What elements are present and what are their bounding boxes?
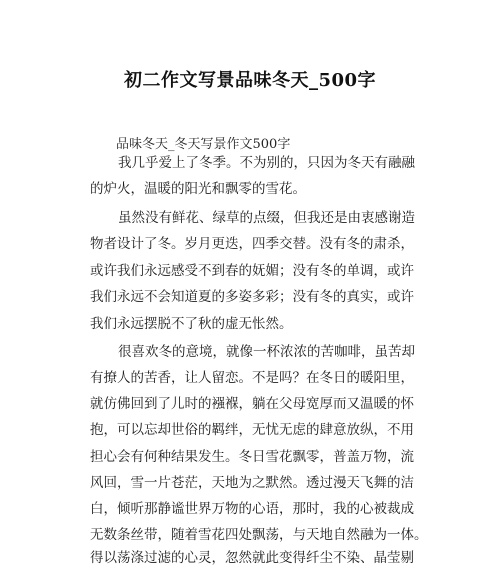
- paragraph-line: 或许我们永远感受不到春的妩媚；没有冬的单调，或许: [90, 263, 414, 279]
- paragraph-line: 虽然没有鲜花、绿草的点缀，但我还是由衷感谢造: [118, 210, 415, 226]
- paragraph-line: 很喜欢冬的意境，就像一杯浓浓的苦咖啡，虽苦却: [118, 344, 415, 360]
- paragraph-line: 有撩人的苦香，让人留恋。不是吗？在冬日的暖阳里，: [90, 370, 414, 386]
- paragraph-line: 担心会有何种结果发生。冬日雪花飘零，普盖万物，流: [90, 449, 414, 465]
- paragraph-line: 得以荡涤过滤的心灵，忽然就此变得纤尘不染、晶莹剔: [90, 550, 414, 566]
- paragraph-line: 的炉火，温暖的阳光和飘零的雪花。: [90, 181, 306, 197]
- paragraph-line: 抱，可以忘却世俗的羁绊，无忧无虑的肆意放纵，不用: [90, 422, 414, 438]
- paragraph-line: 我几乎爱上了冬季。不为别的，只因为冬天有融融: [118, 155, 415, 171]
- document-subtitle: 品味冬天_冬天写景作文500字: [116, 137, 291, 152]
- paragraph-line: 我们永远摆脱不了秋的虚无怅然。: [90, 316, 293, 332]
- paragraph-line: 风回，雪一片苍茫，天地为之默然。透过漫天飞舞的洁: [90, 475, 414, 491]
- paragraph-line: 就仿佛回到了儿时的襁褓，躺在父母宽厚而又温暖的怀: [90, 396, 414, 412]
- paragraph-line: 无数条丝带，随着雪花四处飘荡，与天地自然融为一体。: [90, 527, 428, 543]
- paragraph-line: 我们永远不会知道夏的多姿多彩；没有冬的真实，或许: [90, 289, 414, 305]
- paragraph-line: 物者设计了冬。岁月更迭，四季交替。没有冬的肃杀，: [90, 236, 414, 252]
- paragraph-line: 白，倾听那静谧世界万物的心语，那时，我的心被裁成: [90, 501, 414, 517]
- document-title: 初二作文写景品味冬天_500字: [123, 70, 377, 91]
